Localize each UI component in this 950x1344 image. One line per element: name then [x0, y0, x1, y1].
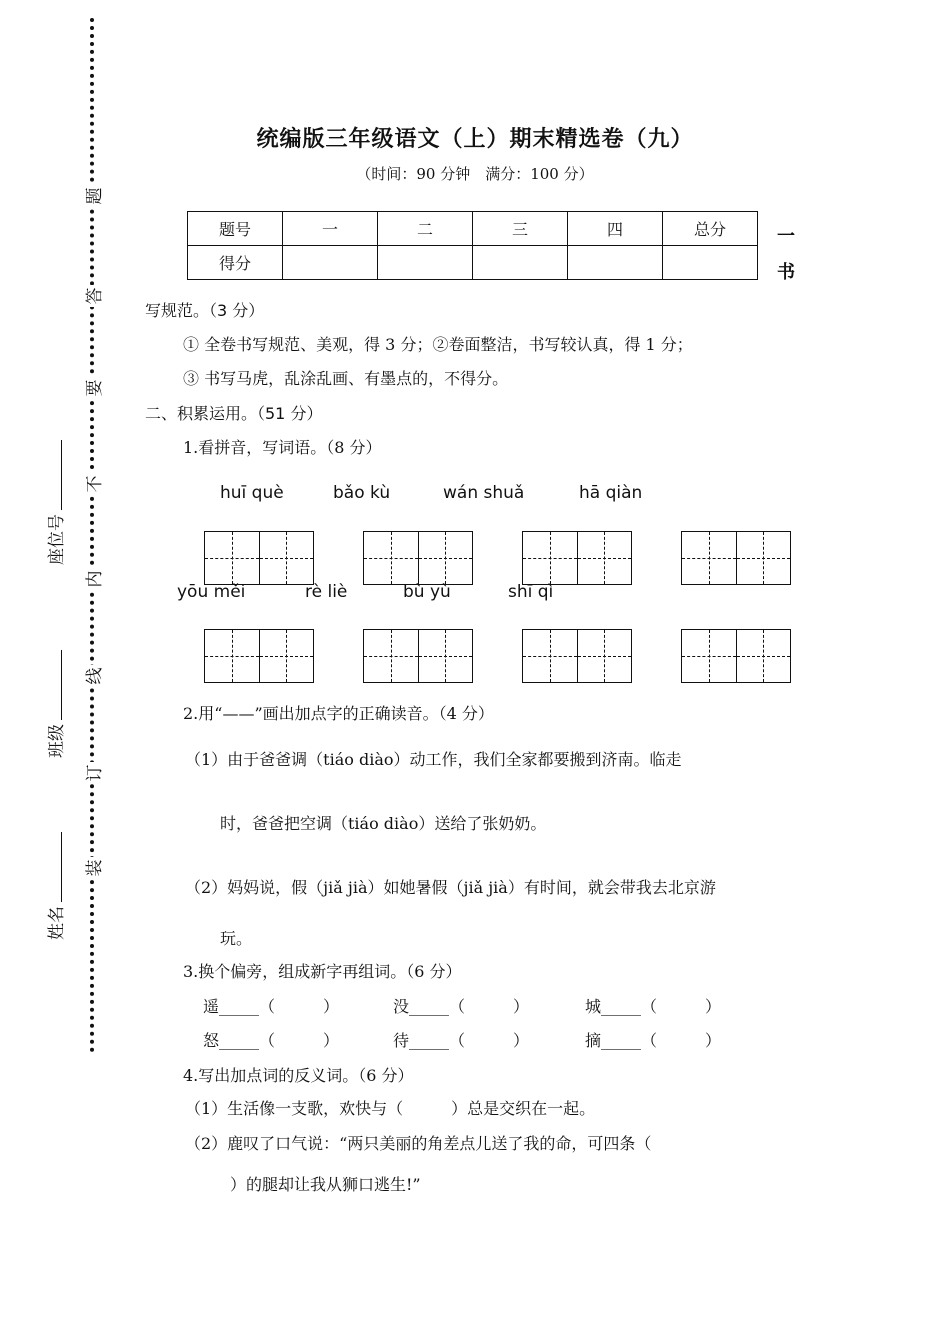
- pinyin: hā qiàn: [579, 483, 643, 503]
- table-cell: 三: [473, 212, 568, 246]
- rule-line: ① 全卷书写规范、美观，得 3 分；②卷面整洁，书写较认真，得 1 分；: [183, 335, 693, 354]
- margin-char: 装: [84, 857, 106, 879]
- margin-char: 线: [84, 665, 106, 687]
- fill-blank[interactable]: 遥_____（ ）: [203, 997, 340, 1016]
- question-text[interactable]: （1）生活像一支歌，欢快与（ ）总是交织在一起。: [185, 1099, 596, 1118]
- question-heading: 2.用“——”画出加点字的正确读音。（4 分）: [183, 704, 494, 723]
- question-heading: 4.写出加点词的反义词。（6 分）: [183, 1066, 414, 1085]
- question-text[interactable]: 时，爸爸把空调（tiáo diào）送给了张奶奶。: [220, 814, 547, 833]
- name-label: 姓名: [47, 906, 67, 940]
- score-input-cell[interactable]: [283, 246, 378, 280]
- margin-char: 题: [84, 185, 106, 207]
- tianzige-box[interactable]: [363, 629, 473, 683]
- margin-char: 内: [84, 568, 106, 590]
- score-input-cell[interactable]: [568, 246, 663, 280]
- page-subtitle: （时间：90 分钟 满分：100 分）: [356, 165, 594, 183]
- pinyin: huī què: [220, 483, 284, 503]
- pinyin: yōu měi: [177, 582, 246, 602]
- table-cell: 题号: [188, 212, 283, 246]
- table-cell: 四: [568, 212, 663, 246]
- question-heading: 3.换个偏旁，组成新字再组词。（6 分）: [183, 962, 462, 981]
- question-heading: 1.看拼音，写词语。（8 分）: [183, 438, 382, 457]
- question-text: 玩。: [220, 929, 253, 948]
- pinyin: shī qì: [508, 582, 554, 602]
- table-cell: 总分: [663, 212, 758, 246]
- table-cell: 得分: [188, 246, 283, 280]
- score-input-cell[interactable]: [663, 246, 758, 280]
- class-label: 班级: [47, 724, 67, 758]
- table-cell: 二: [378, 212, 473, 246]
- score-table-score-row: [188, 246, 758, 280]
- class-field[interactable]: [42, 650, 67, 758]
- section-heading: 写规范。（3 分）: [145, 301, 265, 320]
- tianzige-box[interactable]: [522, 629, 632, 683]
- fill-blank[interactable]: 没_____（ ）: [393, 997, 530, 1016]
- seat-number-label: 座位号: [47, 514, 67, 565]
- tianzige-box[interactable]: [681, 531, 791, 585]
- question-text[interactable]: （2）妈妈说，假（jiǎ jià）如她暑假（jiǎ jià）有时间，就会带我去北京游: [185, 878, 716, 897]
- pinyin: bù yù: [403, 582, 451, 602]
- margin-char: 订: [84, 762, 106, 784]
- rule-line: ③ 书写马虎，乱涂乱画、有墨点的，不得分。: [183, 369, 509, 388]
- margin-char: 不: [84, 473, 106, 495]
- section-heading: 二、积累运用。（51 分）: [145, 404, 323, 423]
- margin-char: 要: [84, 377, 106, 399]
- seat-number-field[interactable]: [42, 440, 67, 565]
- pinyin: bǎo kù: [333, 483, 391, 503]
- table-cell: 一: [283, 212, 378, 246]
- score-table: [187, 211, 758, 280]
- fill-blank[interactable]: 怒_____（ ）: [203, 1031, 340, 1050]
- tianzige-box[interactable]: [204, 531, 314, 585]
- tianzige-box[interactable]: [204, 629, 314, 683]
- pinyin: wán shuǎ: [443, 483, 525, 503]
- question-text[interactable]: （2）鹿叹了口气说：“两只美丽的角差点儿送了我的命，可四条（: [185, 1134, 652, 1153]
- side-char: 一: [777, 226, 795, 247]
- score-input-cell[interactable]: [378, 246, 473, 280]
- question-text: ）的腿却让我从狮口逃生!”: [230, 1175, 421, 1194]
- side-char: 书: [777, 262, 795, 283]
- fill-blank[interactable]: 待_____（ ）: [393, 1031, 530, 1050]
- pinyin: rè liè: [305, 582, 348, 602]
- page-title: 统编版三年级语文（上）期末精选卷（九）: [256, 127, 694, 152]
- tianzige-box[interactable]: [681, 629, 791, 683]
- fill-blank[interactable]: 摘_____（ ）: [585, 1031, 722, 1050]
- name-field[interactable]: [42, 832, 67, 940]
- score-input-cell[interactable]: [473, 246, 568, 280]
- score-table-header-row: [188, 212, 758, 246]
- fill-blank[interactable]: 城_____（ ）: [585, 997, 722, 1016]
- question-text[interactable]: （1）由于爸爸调（tiáo diào）动工作，我们全家都要搬到济南。临走: [185, 750, 682, 769]
- tianzige-box[interactable]: [363, 531, 473, 585]
- tianzige-box[interactable]: [522, 531, 632, 585]
- margin-char: 答: [84, 285, 106, 307]
